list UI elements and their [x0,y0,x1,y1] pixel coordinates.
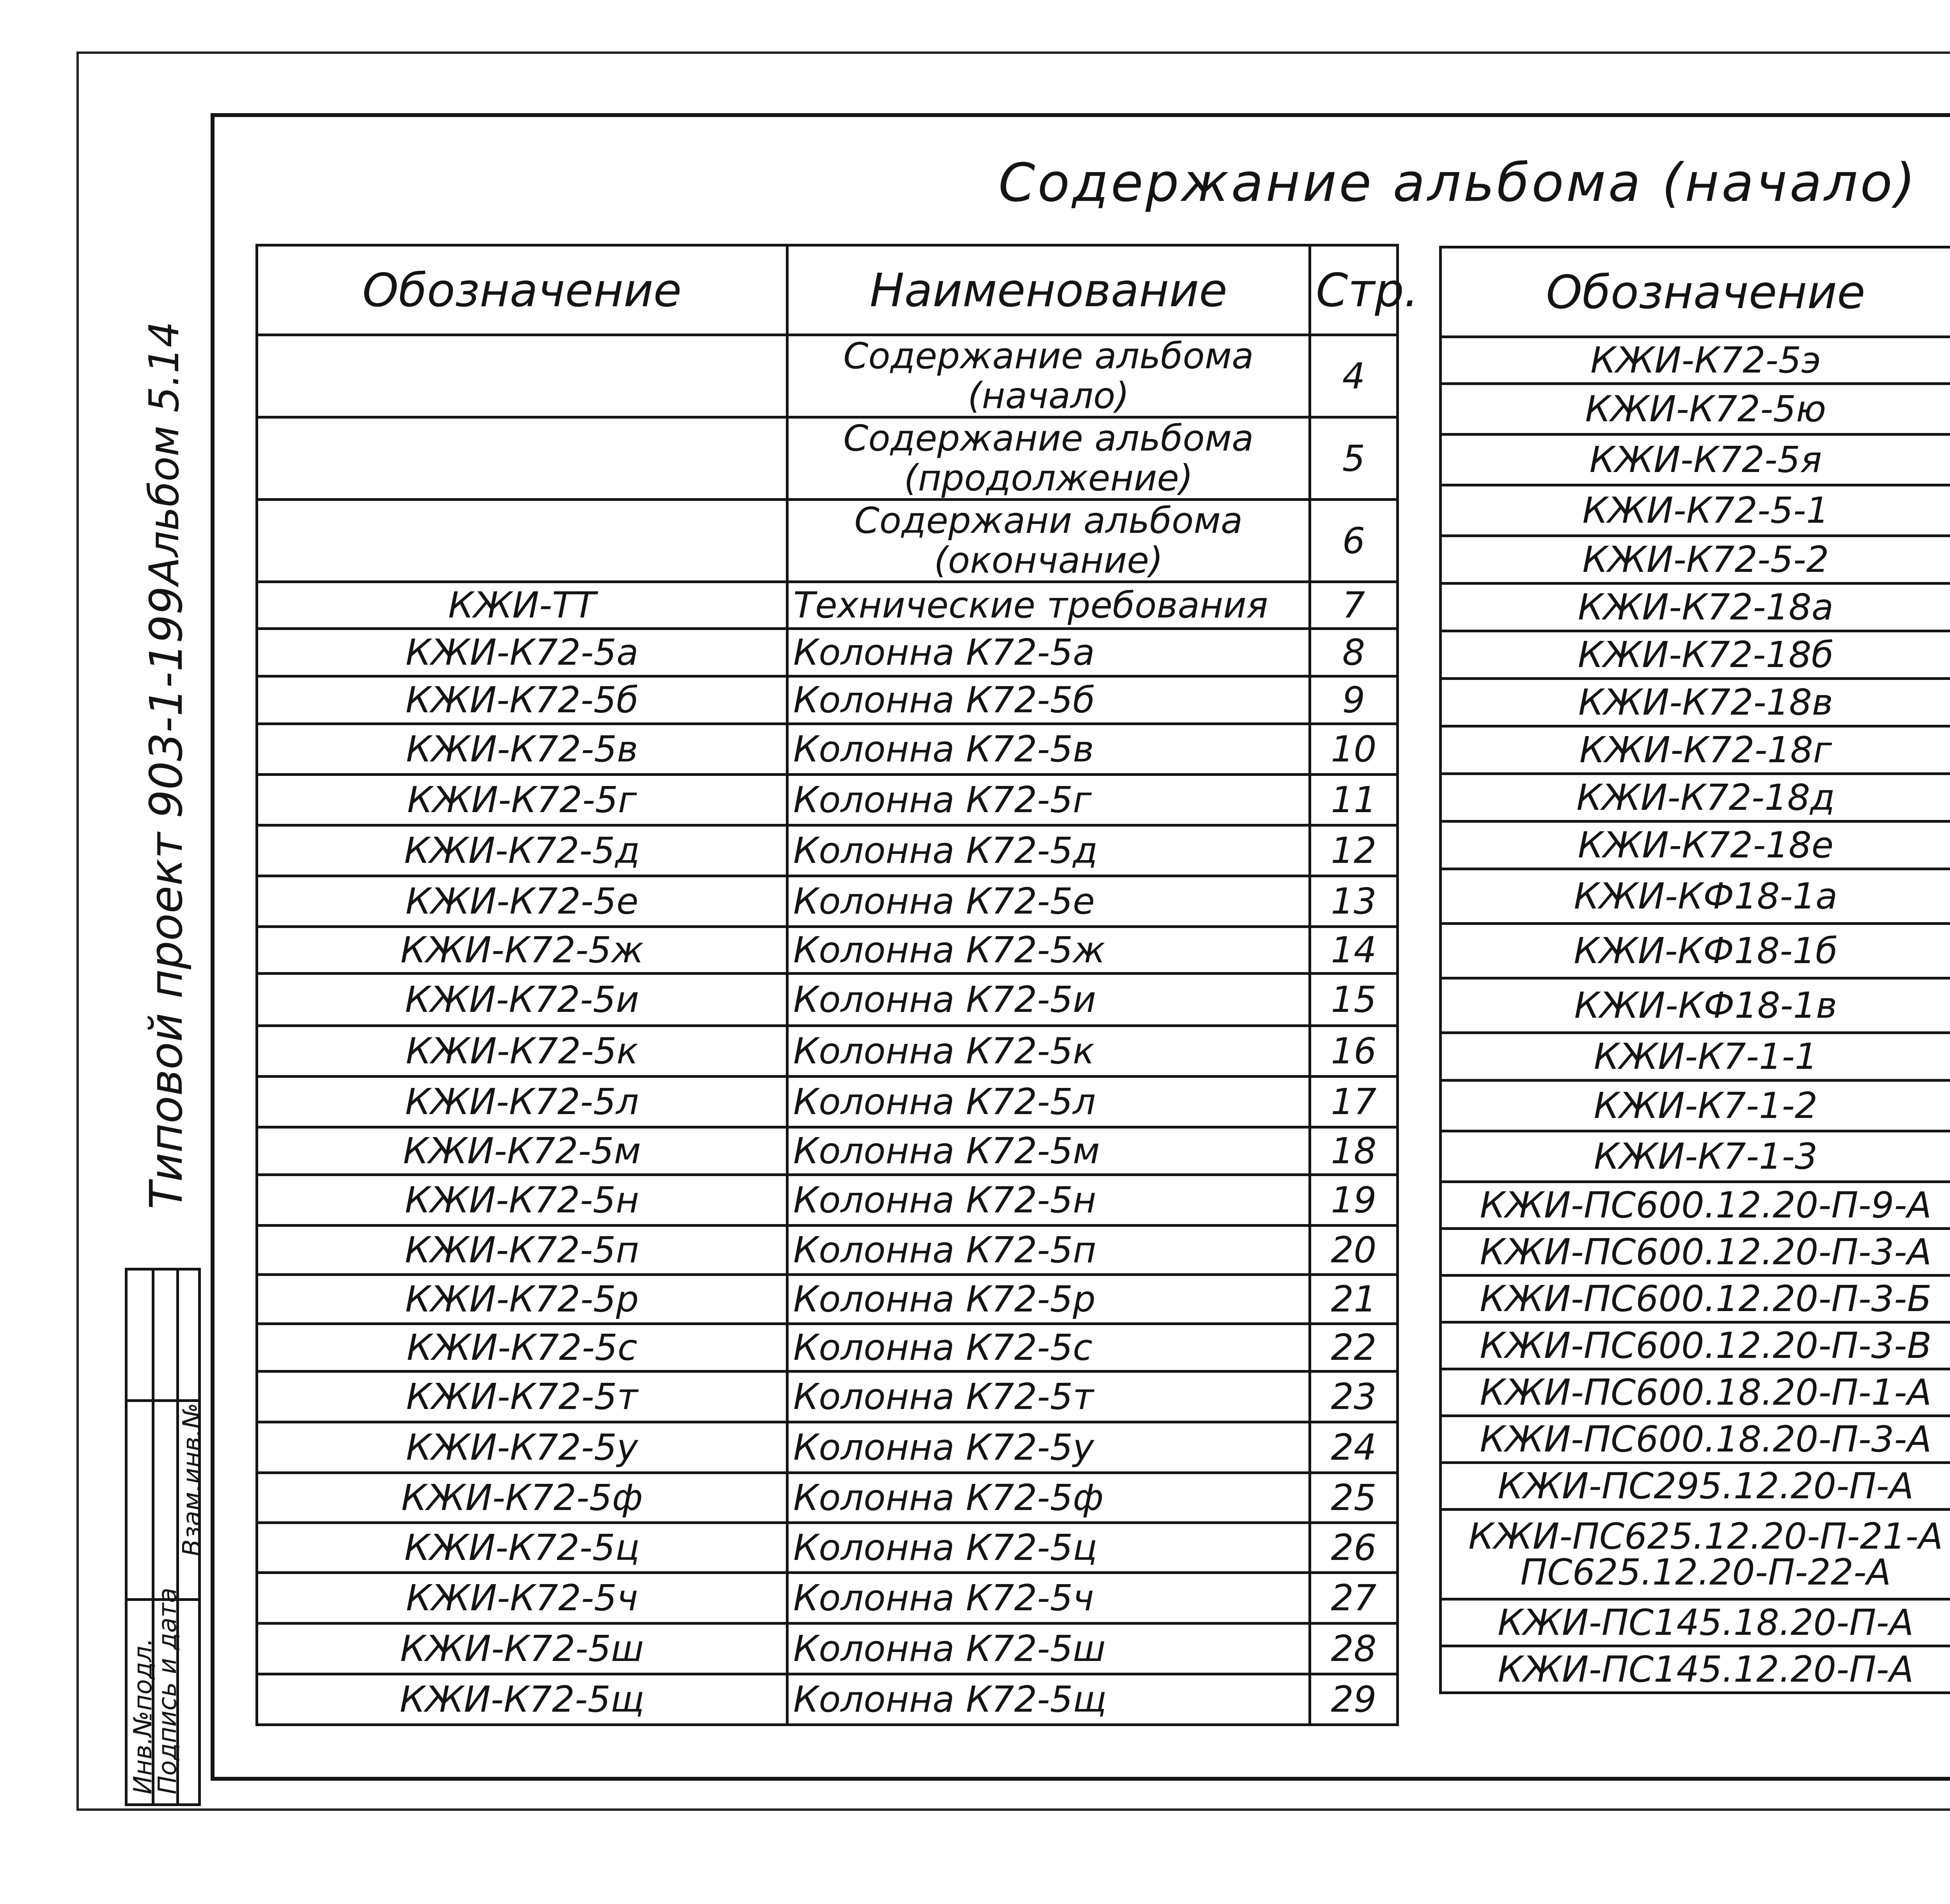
table-row [257,335,1398,417]
table-row [1441,1416,1950,1463]
designation-cell: КЖИ-К72-5и [257,974,787,1026]
name-cell: Содержание альбома (продолжение) [787,417,1310,500]
name-cell: Колонна К72-5г [787,775,1310,825]
table-row [257,1473,1398,1523]
designation-cell: КЖИ-К72-18в [1441,679,1950,726]
table-row [257,1077,1398,1127]
table-row [1441,1510,1950,1599]
designation-line: КЖИ-ПС625.12.20-П-21-А [1468,1515,1943,1557]
designation-line: ПС625.12.20-П-22-А [1520,1551,1891,1593]
designation-cell: КЖИ-К72-5г [257,775,787,825]
table-row [1441,1599,1950,1646]
page-cell: 4 [1310,335,1398,417]
contents-table-left [255,244,1419,1726]
page-cell: 19 [1310,1175,1398,1226]
page-cell: 8 [1310,629,1398,676]
name-cell: Колонна К72-5е [787,876,1310,927]
page-cell: 29 [1310,1674,1398,1725]
table-row [257,974,1398,1026]
designation-cell: КЖИ-К72-18е [1441,822,1950,869]
table-row [1441,726,1950,774]
designation-cell: КЖИ-КФ18-1а [1441,869,1950,924]
header-code: Обозначение [1441,247,1950,337]
designation-cell: КЖИ-К72-5-2 [1441,536,1950,584]
designation-cell [257,500,787,582]
stamp-label-replace: Взам.инв.№ [178,1403,207,1556]
designation-cell: КЖИ-К72-5д [257,825,787,876]
table-row [1441,822,1950,869]
name-cell: Колонна К72-5с [787,1324,1310,1372]
designation-cell: КЖИ-К72-5ч [257,1573,787,1624]
table-row [1441,679,1950,726]
designation-cell: КЖИ-К7-1-1 [1441,1033,1950,1081]
table-row [1441,774,1950,822]
header-name: Наименование [787,245,1310,335]
page-cell: 26 [1310,1523,1398,1573]
name-cell: Колонна К72-5ж [787,927,1310,974]
designation-cell: КЖИ-К72-5т [257,1372,787,1422]
table-row [1441,435,1950,485]
page-cell: 27 [1310,1573,1398,1624]
designation-cell: КЖИ-К72-5б [257,676,787,724]
page-cell: 28 [1310,1624,1398,1674]
name-cell: Колонна К72-5у [787,1422,1310,1473]
page-cell: 6 [1310,500,1398,582]
designation-cell: КЖИ-ПС295.12.20-П-А [1441,1463,1950,1510]
table-row [257,1127,1398,1175]
table-row [257,1624,1398,1674]
name-cell: Колонна К72-5м [787,1127,1310,1175]
table-header [1441,247,1950,337]
designation-cell: КЖИ-К72-18б [1441,631,1950,679]
page-cell: 14 [1310,927,1398,974]
designation-cell: КЖИ-К72-5л [257,1077,787,1127]
table-row [257,1324,1398,1372]
table-row [257,417,1398,500]
table-row [1441,1646,1950,1693]
table-row [257,1175,1398,1226]
name-cell: Колонна К72-5л [787,1077,1310,1127]
name-cell: Колонна К72-5р [787,1275,1310,1324]
designation-cell [257,335,787,417]
designation-cell: КЖИ-К72-5я [1441,435,1950,485]
table-row [257,676,1398,724]
designation-cell: КЖИ-К7-1-3 [1441,1131,1950,1182]
table-row [257,876,1398,927]
page-cell: 7 [1310,582,1398,629]
designation-cell: КЖИ-К72-5к [257,1026,787,1077]
designation-cell: КЖИ-ПС600.12.20-П-3-А [1441,1229,1950,1276]
designation-cell: КЖИ-ПС600.18.20-П-1-А [1441,1369,1950,1416]
table-row [257,927,1398,974]
designation-cell: КЖИ-КФ18-1в [1441,978,1950,1033]
table-row [1441,1131,1950,1182]
name-cell: Колонна К72-5ц [787,1523,1310,1573]
designation-cell: КЖИ-К72-5н [257,1175,787,1226]
designation-cell: КЖИ-К72-5п [257,1226,787,1275]
table-row [257,629,1398,676]
page-cell: 22 [1310,1324,1398,1372]
side-album-label: Альбом 5.14 [140,321,188,585]
table-row [257,825,1398,876]
designation-cell: КЖИ-К72-5ф [257,1473,787,1523]
name-cell: Содержание альбома (начало) [787,335,1310,417]
table-row [1441,1463,1950,1510]
contents-table-right [1439,246,1950,1694]
table-row [257,1422,1398,1473]
side-project-label: Типовой проект 903-1-199 [140,586,193,1209]
designation-cell: КЖИ-К72-5щ [257,1674,787,1725]
designation-cell [257,417,787,500]
stamp-label-inv: Инв.№подл. [129,1638,158,1794]
name-cell: Технические требования [787,582,1310,629]
designation-cell: КЖИ-К72-18д [1441,774,1950,822]
name-cell: Колонна К72-5в [787,724,1310,775]
designation-cell: КЖИ-К72-5с [257,1324,787,1372]
table-row [1441,1182,1950,1229]
table-row [257,500,1398,582]
table-row [1441,924,1950,978]
designation-cell: КЖИ-ПС600.12.20-П-3-Б [1441,1276,1950,1322]
page-cell: 15 [1310,974,1398,1026]
name-cell: Колонна К72-5б [787,676,1310,724]
designation-cell: КЖИ-К72-5-1 [1441,485,1950,536]
page-cell: 13 [1310,876,1398,927]
name-cell: Колонна К72-5ш [787,1624,1310,1674]
table-row [1441,631,1950,679]
designation-cell: КЖИ-ПС145.12.20-П-А [1441,1646,1950,1693]
page-cell: 9 [1310,676,1398,724]
designation-cell: КЖИ-К72-5у [257,1422,787,1473]
table-row [1441,978,1950,1033]
table-row [257,582,1398,629]
name-cell: Колонна К72-5т [787,1372,1310,1422]
page-cell: 11 [1310,775,1398,825]
page-cell: 20 [1310,1226,1398,1275]
header-code: Обозначение [257,245,787,335]
table-row [257,775,1398,825]
table-row [257,1275,1398,1324]
table-row [1441,1276,1950,1322]
designation-cell: КЖИ-К72-5ж [257,927,787,974]
designation-cell: КЖИ-К72-18а [1441,584,1950,631]
table-row [1441,1229,1950,1276]
designation-cell [1441,1510,1950,1599]
designation-cell: КЖИ-ПС600.12.20-П-3-В [1441,1322,1950,1369]
table-row [257,1026,1398,1077]
designation-cell: КЖИ-К72-5в [257,724,787,775]
table-row [1441,1322,1950,1369]
table-row [1441,1081,1950,1131]
designation-cell: КЖИ-К72-5ю [1441,384,1950,435]
designation-cell: КЖИ-ПС600.18.20-П-3-А [1441,1416,1950,1463]
name-cell: Содержани альбома (окончание) [787,500,1310,582]
designation-cell: КЖИ-К72-5а [257,629,787,676]
designation-cell: КЖИ-К72-5р [257,1275,787,1324]
table-row [1441,384,1950,435]
page-cell: 12 [1310,825,1398,876]
page-cell: 5 [1310,417,1398,500]
name-cell: Колонна К72-5н [787,1175,1310,1226]
designation-cell: КЖИ-К72-5м [257,1127,787,1175]
table-row [1441,337,1950,384]
table-header [257,245,1398,335]
designation-cell: КЖИ-К72-5ш [257,1624,787,1674]
designation-cell: КЖИ-ПС145.18.20-П-А [1441,1599,1950,1646]
designation-cell: КЖИ-К72-18г [1441,726,1950,774]
designation-cell: КЖИ-К7-1-2 [1441,1081,1950,1131]
table-row [257,1372,1398,1422]
name-cell: Колонна К72-5ф [787,1473,1310,1523]
designation-cell: КЖИ-К72-5ц [257,1523,787,1573]
page-cell: 16 [1310,1026,1398,1077]
table-row [1441,536,1950,584]
table-row [257,724,1398,775]
table-row [1441,1369,1950,1416]
page-cell: 10 [1310,724,1398,775]
name-cell: Колонна К72-5д [787,825,1310,876]
table-row [257,1523,1398,1573]
page-cell: 25 [1310,1473,1398,1523]
designation-cell: КЖИ-КФ18-1б [1441,924,1950,978]
name-cell: Колонна К72-5щ [787,1674,1310,1725]
page-cell: 24 [1310,1422,1398,1473]
designation-cell: КЖИ-К72-5э [1441,337,1950,384]
table-row [257,1573,1398,1624]
page-cell: 23 [1310,1372,1398,1422]
page-title: Содержание альбома (начало) [998,152,1918,213]
name-cell: Колонна К72-5и [787,974,1310,1026]
stamp-label-sign: Подпись и дата [153,1587,182,1794]
page-cell: 17 [1310,1077,1398,1127]
table-row [257,1226,1398,1275]
name-cell: Колонна К72-5к [787,1026,1310,1077]
table-row [1441,584,1950,631]
page-cell: 18 [1310,1127,1398,1175]
table-row [1441,1033,1950,1081]
header-page: Стр. [1310,245,1398,335]
name-cell: Колонна К72-5ч [787,1573,1310,1624]
designation-cell: КЖИ-ТТ [257,582,787,629]
designation-cell: КЖИ-ПС600.12.20-П-9-А [1441,1182,1950,1229]
table-row [1441,485,1950,536]
page-cell: 21 [1310,1275,1398,1324]
table-row [1441,869,1950,924]
designation-cell: КЖИ-К72-5е [257,876,787,927]
name-cell: Колонна К72-5п [787,1226,1310,1275]
name-cell: Колонна К72-5а [787,629,1310,676]
table-row [257,1674,1398,1725]
